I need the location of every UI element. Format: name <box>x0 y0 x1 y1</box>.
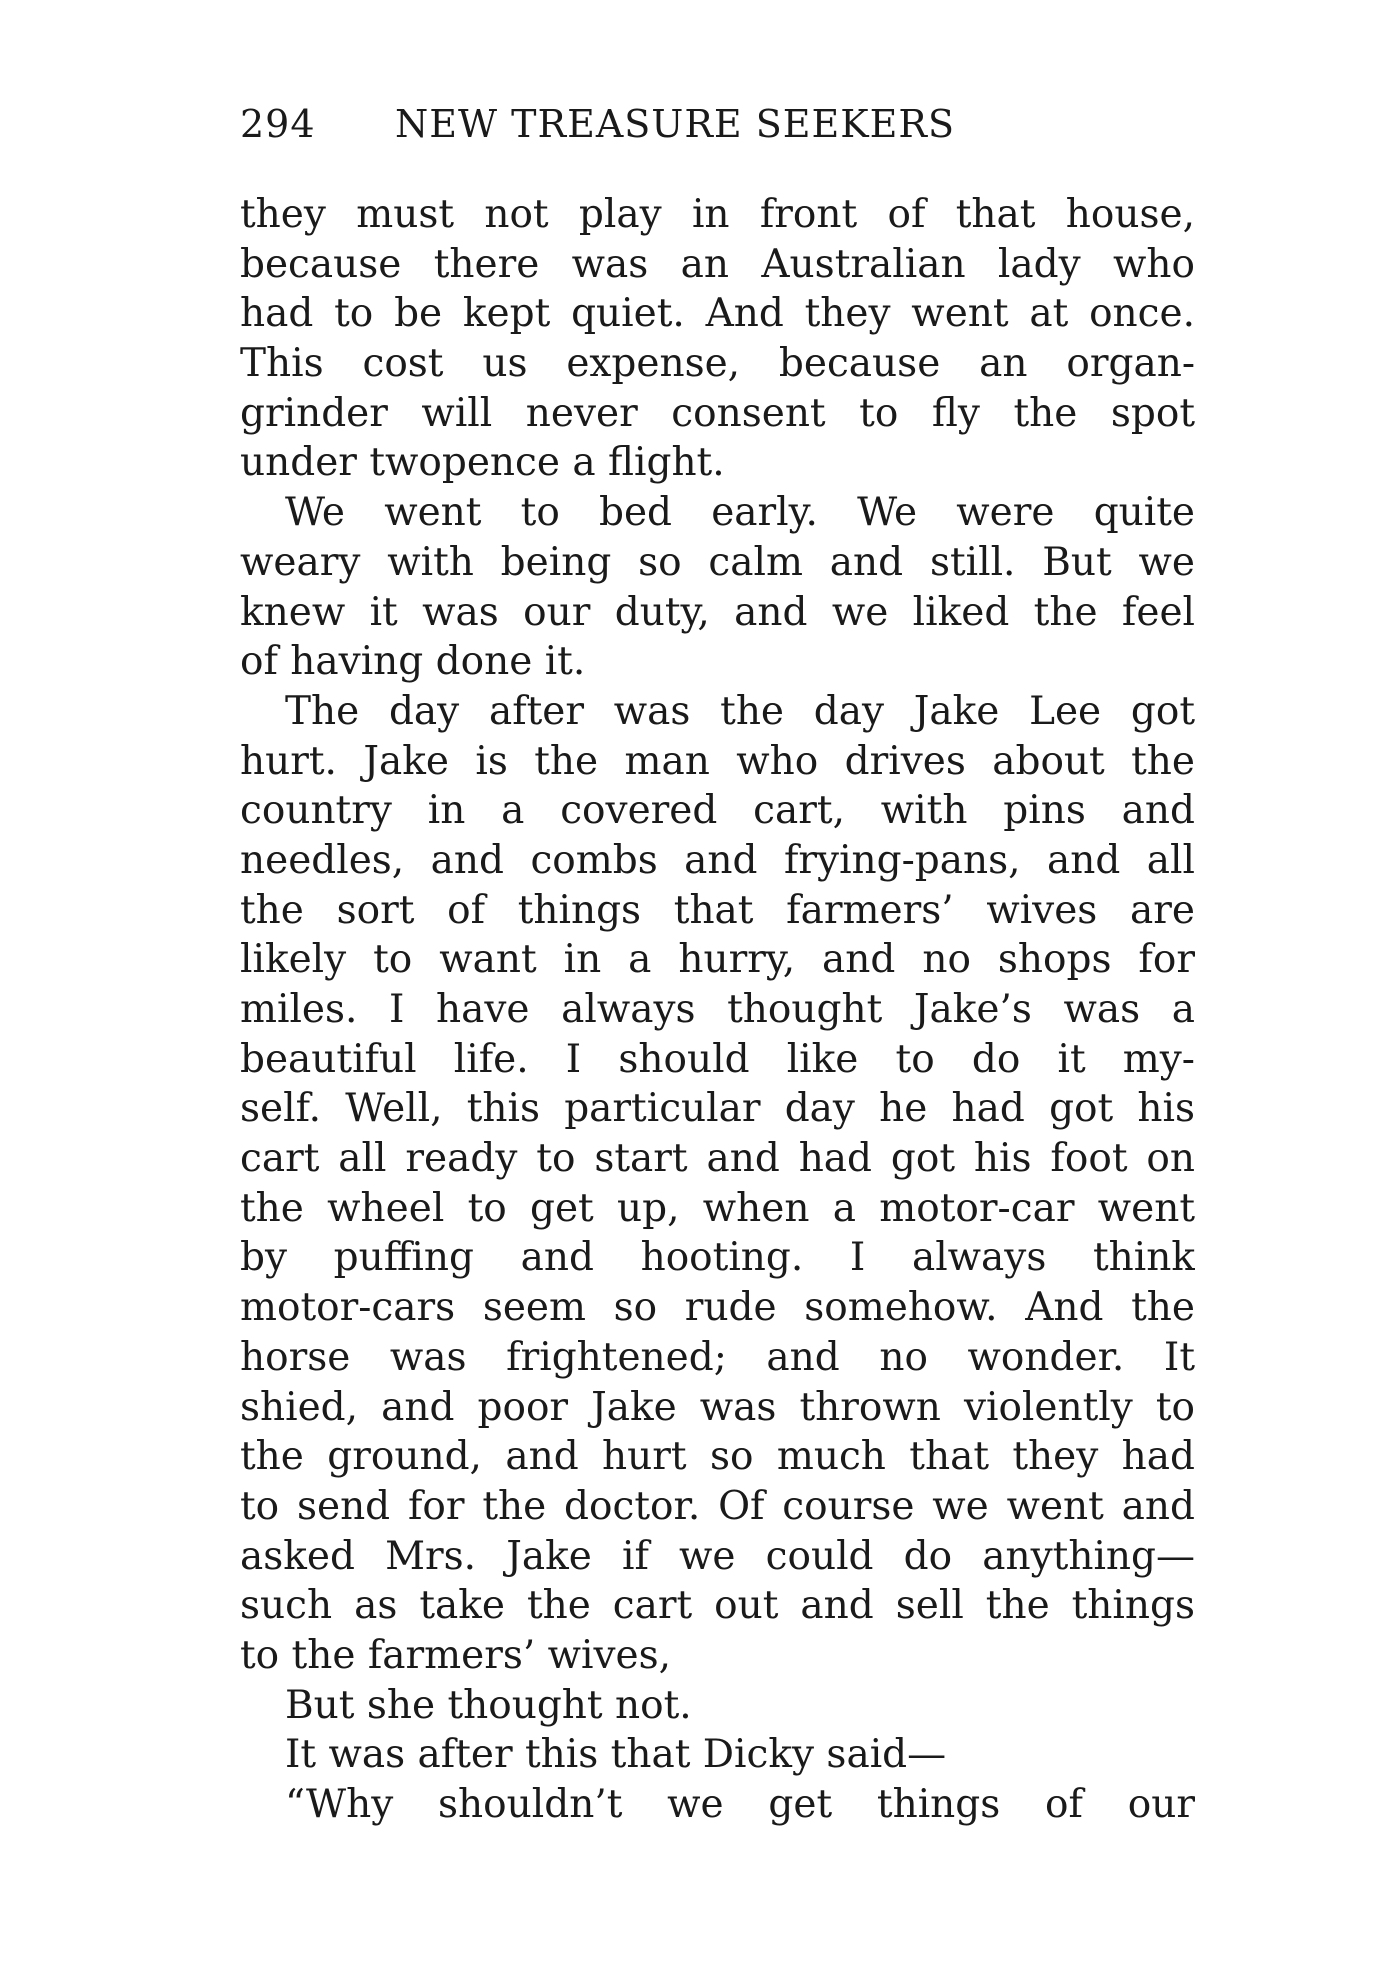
text-line: asked Mrs. Jake if we could do anything— <box>240 1533 1195 1579</box>
text-line: weary with being so calm and still. But we <box>240 539 1195 585</box>
body-text <box>240 190 1195 1830</box>
text-line: cart all ready to start and had got his foot on <box>240 1136 1195 1182</box>
text-line: by puffing and hooting. I always think <box>240 1235 1195 1281</box>
text-line: It was after this that Dicky said— <box>285 1732 947 1778</box>
text-line: had to be kept quiet. And they went at once. <box>240 291 1195 337</box>
text-line: to the farmers’ wives, <box>240 1632 672 1678</box>
text-line: miles. I have always thought Jake’s was a <box>240 987 1195 1032</box>
text-line: horse was frightened; and no wonder. It <box>240 1334 1195 1380</box>
text-line: shied, and poor Jake was thrown violently to <box>240 1384 1195 1430</box>
text-line: We went to bed early. We were quite <box>285 490 1195 536</box>
page-header <box>240 94 1195 154</box>
page-number: 294 <box>240 102 316 146</box>
text-line: motor-cars seem so rude somehow. And the <box>240 1285 1195 1331</box>
text-line: But she thought not. <box>285 1682 692 1728</box>
text-line: they must not play in front of that house, <box>240 192 1195 237</box>
text-line: likely to want in a hurry, and no shops for <box>240 937 1195 983</box>
text-line: needles, and combs and frying-pans, and all <box>240 837 1195 883</box>
text-line: the ground, and hurt so much that they had <box>240 1434 1195 1480</box>
text-line: grinder will never consent to fly the spot <box>240 390 1195 436</box>
text-line: to send for the doctor. Of course we went and <box>240 1483 1195 1529</box>
text-line: country in a covered cart, with pins and <box>240 788 1195 834</box>
text-line: such as take the cart out and sell the things <box>240 1583 1195 1629</box>
text-line: The day after was the day Jake Lee got <box>285 688 1195 734</box>
running-title: NEW TREASURE SEEKERS <box>395 102 956 146</box>
text-line: “Why shouldn’t we get things of our <box>285 1782 1195 1827</box>
text-line: of having done it. <box>240 639 586 685</box>
text-line: self. Well, this particular day he had got his <box>240 1086 1195 1132</box>
text-line: This cost us expense, because an organ- <box>240 341 1195 387</box>
text-line: hurt. Jake is the man who drives about the <box>240 738 1195 784</box>
text-line: under twopence a flight. <box>240 440 725 486</box>
text-line: because there was an Australian lady who <box>240 241 1195 287</box>
text-line: knew it was our duty, and we liked the feel <box>240 589 1195 635</box>
text-line: the wheel to get up, when a motor-car went <box>240 1185 1195 1231</box>
text-line: beautiful life. I should like to do it my- <box>240 1036 1195 1082</box>
text-line: the sort of things that farmers’ wives are <box>240 887 1195 933</box>
